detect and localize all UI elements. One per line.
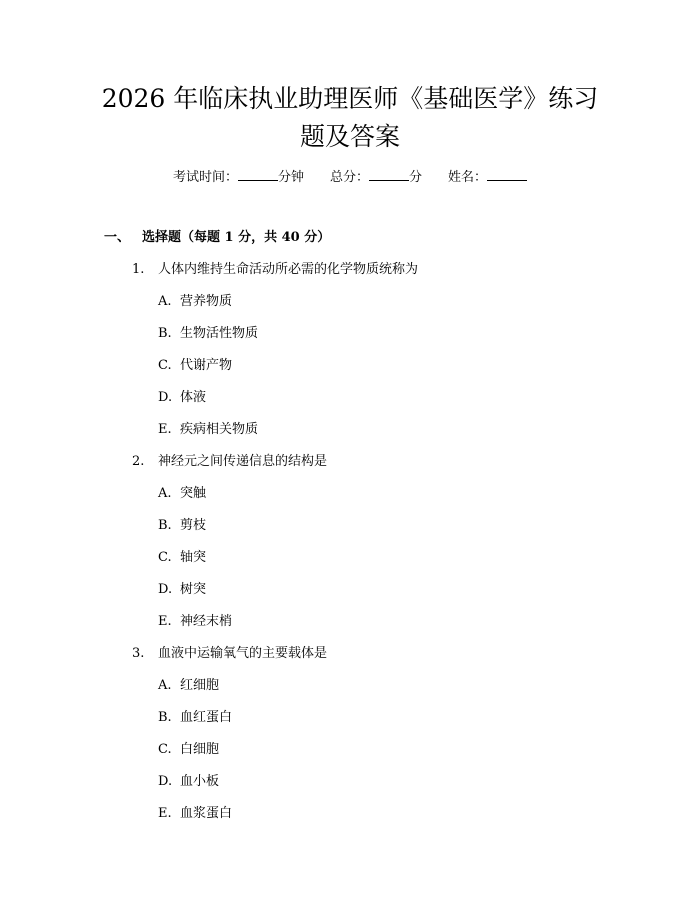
question-3-option-e bbox=[158, 804, 232, 824]
question-1-option-a bbox=[158, 292, 232, 312]
section-title: 选择题（每题 1 分，共 40 分） bbox=[142, 230, 331, 245]
option-text: 代谢产物 bbox=[180, 358, 233, 373]
option-text: 树突 bbox=[180, 582, 207, 597]
option-letter: B. bbox=[158, 710, 172, 725]
question-3-option-d bbox=[158, 772, 219, 792]
time-blank bbox=[238, 168, 278, 181]
option-text: 轴突 bbox=[180, 550, 207, 565]
option-letter: D. bbox=[158, 390, 173, 405]
option-letter: C. bbox=[158, 358, 172, 373]
question-number: 3. bbox=[132, 646, 145, 661]
option-text: 血红蛋白 bbox=[180, 710, 233, 725]
question-3-option-c bbox=[158, 740, 219, 760]
time-unit: 分钟 bbox=[277, 170, 304, 185]
option-text: 红细胞 bbox=[180, 678, 220, 693]
option-letter: E. bbox=[158, 806, 172, 821]
option-letter: D. bbox=[158, 582, 173, 597]
question-2-option-e bbox=[158, 612, 232, 632]
question-3-option-b bbox=[158, 708, 232, 728]
section-heading bbox=[104, 228, 330, 248]
title-line-1: 2026 年临床执业助理医师《基础医学》练习 bbox=[101, 84, 599, 113]
option-letter: E. bbox=[158, 422, 172, 437]
option-letter: C. bbox=[158, 742, 172, 757]
question-2 bbox=[132, 452, 327, 472]
option-text: 剪枝 bbox=[180, 518, 207, 533]
question-1 bbox=[132, 260, 418, 280]
option-text: 血小板 bbox=[180, 774, 220, 789]
option-letter: B. bbox=[158, 326, 172, 341]
option-text: 体液 bbox=[180, 390, 207, 405]
question-2-option-d bbox=[158, 580, 206, 600]
name-blank bbox=[487, 168, 527, 181]
option-letter: B. bbox=[158, 518, 172, 533]
question-2-option-c bbox=[158, 548, 206, 568]
question-1-option-d bbox=[158, 388, 206, 408]
option-text: 疾病相关物质 bbox=[180, 422, 259, 437]
question-1-option-c bbox=[158, 356, 232, 376]
question-text: 血液中运输氧气的主要载体是 bbox=[158, 646, 328, 661]
option-text: 营养物质 bbox=[180, 294, 233, 309]
option-text: 白细胞 bbox=[180, 742, 220, 757]
exam-meta bbox=[0, 168, 700, 188]
option-text: 突触 bbox=[180, 486, 207, 501]
question-1-option-e bbox=[158, 420, 258, 440]
option-letter: A. bbox=[158, 678, 172, 693]
question-1-option-b bbox=[158, 324, 258, 344]
option-letter: D. bbox=[158, 774, 173, 789]
name-label: 姓名： bbox=[448, 170, 488, 185]
title-line-2: 题及答案 bbox=[299, 122, 400, 151]
score-unit: 分 bbox=[409, 170, 423, 185]
section-number: 一、 bbox=[104, 230, 131, 245]
question-2-option-b bbox=[158, 516, 206, 536]
question-2-option-a bbox=[158, 484, 206, 504]
option-text: 血浆蛋白 bbox=[180, 806, 233, 821]
option-text: 生物活性物质 bbox=[180, 326, 259, 341]
option-text: 神经末梢 bbox=[180, 614, 233, 629]
option-letter: C. bbox=[158, 550, 172, 565]
score-blank bbox=[369, 168, 409, 181]
question-3-option-a bbox=[158, 676, 219, 696]
document-title bbox=[60, 80, 640, 156]
option-letter: E. bbox=[158, 614, 172, 629]
question-number: 1. bbox=[132, 262, 145, 277]
option-letter: A. bbox=[158, 486, 172, 501]
question-number: 2. bbox=[132, 454, 145, 469]
question-3 bbox=[132, 644, 327, 664]
score-label: 总分： bbox=[329, 170, 369, 185]
option-letter: A. bbox=[158, 294, 172, 309]
question-text: 神经元之间传递信息的结构是 bbox=[158, 454, 328, 469]
question-text: 人体内维持生命活动所必需的化学物质统称为 bbox=[158, 262, 419, 277]
time-label: 考试时间： bbox=[172, 170, 238, 185]
